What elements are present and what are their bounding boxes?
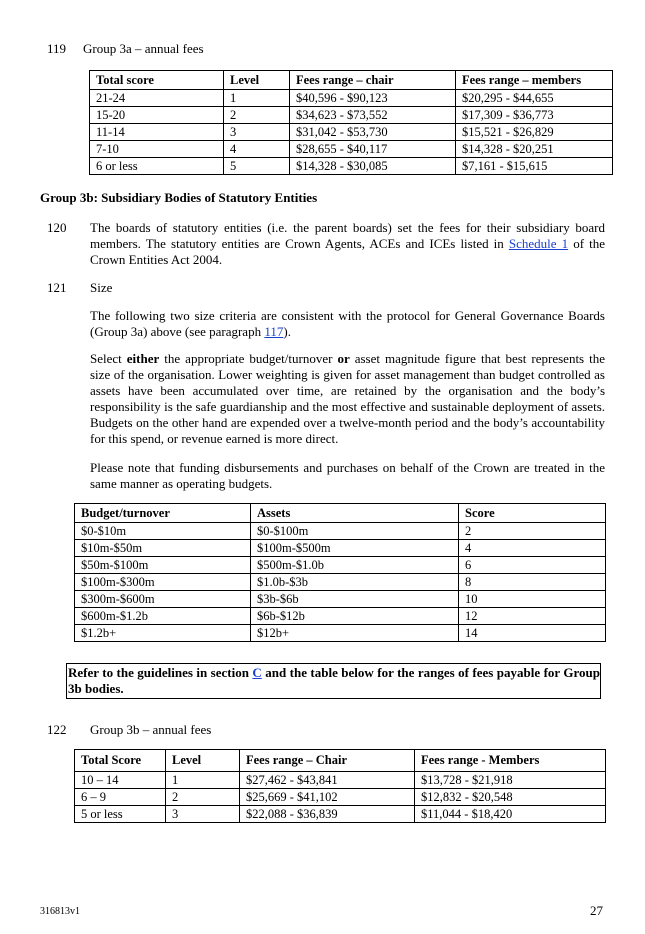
cell: 2 xyxy=(459,523,606,540)
table-row xyxy=(75,540,606,557)
cell: $12b+ xyxy=(251,625,459,642)
cell: 15-20 xyxy=(90,107,224,124)
col-header: Level xyxy=(166,750,240,772)
col-header: Level xyxy=(224,71,290,90)
col-header: Budget/turnover xyxy=(75,504,251,523)
section-122-title: Group 3b – annual fees xyxy=(90,722,212,737)
cell: $12,832 - $20,548 xyxy=(415,789,606,806)
cell: 10 xyxy=(459,591,606,608)
text: and the table below for the ranges of fees payable for Group 3b bodies. xyxy=(68,665,600,696)
text: asset magnitude figure that best represents the size of the organisation. Lower weighting is given for asset management than budget controlled as assets have been accumulated over time, are retained by the organisation and the body’s responsibility is the safe guardianship and the most effective and sustainable deployment of assets. Budgets on the other hand are expended over a twelve-month period and the body’s accountability for this spend, or revenue earned is more direct. xyxy=(90,351,606,446)
cell: $11,044 - $18,420 xyxy=(415,806,606,823)
section-121-title: Size xyxy=(90,280,113,295)
cell: $500m-$1.0b xyxy=(251,557,459,574)
cell: $14,328 - $20,251 xyxy=(456,141,613,158)
cell: $100m-$300m xyxy=(75,574,251,591)
page-number: 27 xyxy=(590,903,603,918)
table-row xyxy=(90,124,613,141)
group-3b-heading: Group 3b: Subsidiary Bodies of Statutory Entities xyxy=(40,190,318,205)
text: ). xyxy=(283,324,291,339)
cell: 21-24 xyxy=(90,90,224,107)
cell: 1 xyxy=(166,772,240,789)
cell: $6b-$12b xyxy=(251,608,459,625)
col-header: Fees range – Chair xyxy=(240,750,415,772)
section-120-text xyxy=(90,220,605,268)
table-row xyxy=(90,141,613,158)
cell: 4 xyxy=(224,141,290,158)
refer-guidelines-box xyxy=(66,663,601,699)
cell: 6 – 9 xyxy=(75,789,166,806)
table-row xyxy=(90,107,613,124)
paragraph-117-link[interactable]: 117 xyxy=(264,324,284,339)
col-header: Fees range – members xyxy=(456,71,613,90)
cell: $7,161 - $15,615 xyxy=(456,158,613,175)
group-3b-fees-table xyxy=(74,749,606,823)
cell: 4 xyxy=(459,540,606,557)
text-or: or xyxy=(337,351,350,366)
text-either: either xyxy=(126,351,160,366)
col-header: Score xyxy=(459,504,606,523)
section-c-link[interactable]: C xyxy=(252,665,262,680)
cell: 7-10 xyxy=(90,141,224,158)
section-119-title: Group 3a – annual fees xyxy=(83,41,204,56)
cell: $3b-$6b xyxy=(251,591,459,608)
table-row xyxy=(75,806,606,823)
text: The following two size criteria are consistent with the protocol for General Governance Boards (Group 3a) above (see paragraph xyxy=(90,308,605,339)
section-120-number: 120 xyxy=(47,220,67,235)
table-row xyxy=(75,591,606,608)
cell: 2 xyxy=(166,789,240,806)
cell: $100m-$500m xyxy=(251,540,459,557)
cell: $600m-$1.2b xyxy=(75,608,251,625)
cell: $17,309 - $36,773 xyxy=(456,107,613,124)
table-row xyxy=(75,608,606,625)
cell: 10 – 14 xyxy=(75,772,166,789)
cell: 1 xyxy=(224,90,290,107)
group-3a-fees-table xyxy=(89,70,613,175)
cell: $14,328 - $30,085 xyxy=(290,158,456,175)
cell: 5 xyxy=(224,158,290,175)
col-header: Total score xyxy=(90,71,224,90)
table-row xyxy=(75,523,606,540)
table-row xyxy=(75,772,606,789)
cell: $31,042 - $53,730 xyxy=(290,124,456,141)
table-row xyxy=(90,158,613,175)
cell: 2 xyxy=(224,107,290,124)
text: Refer to the guidelines in section xyxy=(68,665,253,680)
cell: $1.2b+ xyxy=(75,625,251,642)
schedule-1-link[interactable]: Schedule 1 xyxy=(508,236,569,251)
cell: $10m-$50m xyxy=(75,540,251,557)
cell: $15,521 - $26,829 xyxy=(456,124,613,141)
cell: 12 xyxy=(459,608,606,625)
cell: $34,623 - $73,552 xyxy=(290,107,456,124)
document-id: 316813v1 xyxy=(40,906,80,917)
section-121-para-3: Please note that funding disbursements and purchases on behalf of the Crown are treated in the same manner as operating budgets. xyxy=(90,460,605,491)
section-121-para-2 xyxy=(90,351,605,447)
section-121-number: 121 xyxy=(47,280,67,295)
table-row xyxy=(75,789,606,806)
table-row xyxy=(75,557,606,574)
cell: 6 xyxy=(459,557,606,574)
col-header: Assets xyxy=(251,504,459,523)
col-header: Fees range – chair xyxy=(290,71,456,90)
cell: 11-14 xyxy=(90,124,224,141)
cell: $13,728 - $21,918 xyxy=(415,772,606,789)
cell: 5 or less xyxy=(75,806,166,823)
size-score-table xyxy=(74,503,606,642)
table-row xyxy=(75,574,606,591)
table-row xyxy=(75,625,606,642)
table-row xyxy=(90,90,613,107)
cell: 3 xyxy=(166,806,240,823)
cell: 14 xyxy=(459,625,606,642)
cell: $25,669 - $41,102 xyxy=(240,789,415,806)
cell: $20,295 - $44,655 xyxy=(456,90,613,107)
cell: $28,655 - $40,117 xyxy=(290,141,456,158)
section-121-para-1 xyxy=(90,308,605,340)
text: the appropriate budget/turnover xyxy=(159,351,338,366)
cell: $50m-$100m xyxy=(75,557,251,574)
cell: $300m-$600m xyxy=(75,591,251,608)
section-119-number: 119 xyxy=(47,41,67,56)
cell: 8 xyxy=(459,574,606,591)
cell: $22,088 - $36,839 xyxy=(240,806,415,823)
text: Select xyxy=(90,351,127,366)
cell: 3 xyxy=(224,124,290,141)
cell: $1.0b-$3b xyxy=(251,574,459,591)
cell: $40,596 - $90,123 xyxy=(290,90,456,107)
text: The boards of statutory entities (i.e. the parent boards) set the fees for their subsidiary board members. The statutory entities are Crown Agents, ACEs and ICEs listed in xyxy=(90,220,605,251)
cell: $0-$100m xyxy=(251,523,459,540)
cell: $0-$10m xyxy=(75,523,251,540)
col-header: Fees range - Members xyxy=(415,750,606,772)
cell: $27,462 - $43,841 xyxy=(240,772,415,789)
col-header: Total Score xyxy=(75,750,166,772)
cell: 6 or less xyxy=(90,158,224,175)
section-122-number: 122 xyxy=(47,722,67,737)
text: of the Crown Entities Act 2004. xyxy=(90,236,605,267)
